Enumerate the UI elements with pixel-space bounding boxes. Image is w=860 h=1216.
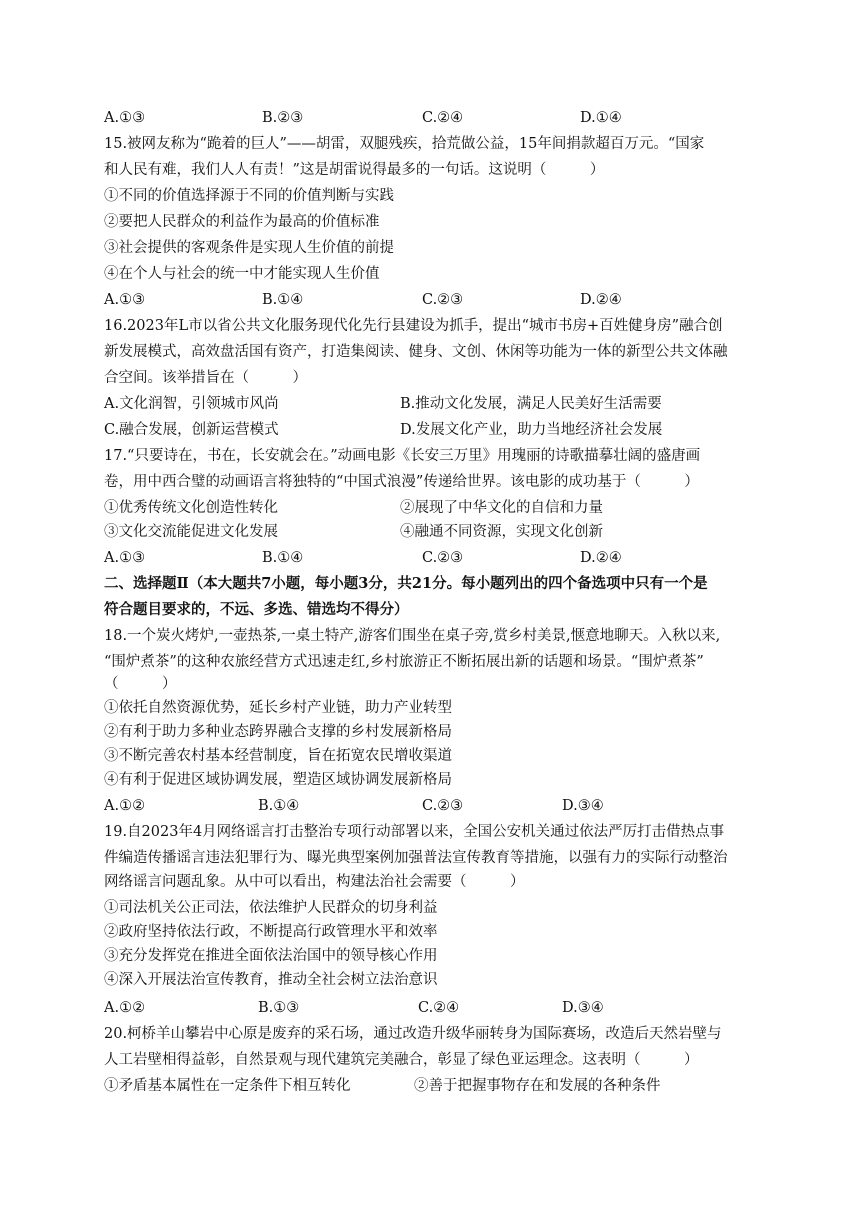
q15-option-b: B.①④ [262,292,304,308]
q16-option-d: D.发展文化产业，助力当地经济社会发展 [400,422,663,438]
q18-stem-line: “围炉煮茶”的这种农旅经营方式迅速走红,乡村旅游正不断拓展出新的话题和场景。“围炉煮茶” [104,654,704,670]
q19-stem-line: 19.自2023年4月网络谣言打击整治专项行动部署以来，全国公安机关通过依法严厉打击借热点事 [104,824,725,840]
q20-item: ①矛盾基本属性在一定条件下相互转化 [104,1078,351,1094]
q20-stem-line: 人工岩壁相得益彰，自然景观与现代建筑完美融合，彰显了绿色亚运理念。这表明（ ） [104,1052,699,1068]
q15-stem-line: 15.被网友称为“跪着的巨人”——胡雷，双腿残疾，拾荒做公益，15年间捐款超百万元。“国家 [104,136,705,152]
q17-stem-line: 17.“只要诗在，书在，长安就会在。”动画电影《长安三万里》用瑰丽的诗歌描摹壮阔的盛唐画 [104,448,701,464]
q18-option-a: A.①② [104,798,146,814]
q19-stem-line: 件编造传播谣言违法犯罪行为、曝光典型案例加强普法宣传教育等措施，以强有力的实际行动整治 [104,850,728,866]
q20-item: ②善于把握事物存在和发展的各种条件 [414,1078,661,1094]
q14-option-b: B.②③ [262,110,304,126]
q16-option-b: B.推动文化发展，满足人民美好生活需要 [400,396,662,412]
q18-option-d: D.③④ [562,798,604,814]
q16-option-a: A.文化润智，引领城市风尚 [104,396,279,412]
q16-stem-line: 新发展模式，高效盘活国有资产，打造集阅读、健身、文创、休闲等功能为一体的新型公共文体融 [104,344,728,360]
q17-stem-line: 卷，用中西合璧的动画语言将独特的“中国式浪漫”传递给世界。该电影的成功基于（ ） [104,474,699,490]
q16-option-c: C.融合发展，创新运营模式 [104,422,279,438]
q15-stem-line: 和人民有难，我们人人有责！”这是胡雷说得最多的一句话。这说明（ ） [104,162,605,178]
q15-item: ③社会提供的客观条件是实现人生价值的前提 [104,240,394,256]
q16-stem-line: 合空间。该举措旨在（ ） [104,370,307,386]
q14-option-d: D.①④ [580,110,622,126]
q17-option-a: A.①③ [104,550,146,566]
q18-item: ③不断完善农村基本经营制度，旨在拓宽农民增收渠道 [104,748,452,764]
q15-option-c: C.②③ [422,292,464,308]
q17-item: ③文化交流能促进文化发展 [104,524,278,540]
q17-item: ①优秀传统文化创造性转化 [104,500,278,516]
q15-item: ②要把人民群众的利益作为最高的价值标准 [104,214,380,230]
q14-option-c: C.②④ [422,110,464,126]
q17-item: ④融通不同资源，实现文化创新 [400,524,603,540]
q18-item: ①依托自然资源优势，延长乡村产业链，助力产业转型 [104,700,452,716]
q16-stem-line: 16.2023年L市以省公共文化服务现代化先行县建设为抓手，提出“城市书房+百姓健身房”融合创 [104,318,723,334]
q18-item: ④有利于促进区域协调发展，塑造区域协调发展新格局 [104,772,452,788]
section-heading: 二、选择题Ⅱ（本大题共7小题，每小题3分，共21分。每小题列出的四个备选项中只有一个是 [104,575,708,592]
q17-option-b: B.①④ [262,550,304,566]
q17-option-d: D.②④ [580,550,622,566]
q19-option-d: D.③④ [562,1000,604,1016]
q18-item: ②有利于助力多种业态跨界融合支撑的乡村发展新格局 [104,724,452,740]
q17-item: ②展现了中华文化的自信和力量 [400,500,603,516]
q19-item: ②政府坚持依法行政，不断提高行政管理水平和效率 [104,924,438,940]
q14-option-a: A.①③ [104,110,146,126]
q19-item: ④深入开展法治宣传教育，推动全社会树立法治意识 [104,972,438,988]
q15-option-a: A.①③ [104,292,146,308]
q19-item: ①司法机关公正司法，依法维护人民群众的切身利益 [104,900,438,916]
q15-option-d: D.②④ [580,292,622,308]
q15-item: ④在个人与社会的统一中才能实现人生价值 [104,266,380,282]
q17-option-c: C.②③ [422,550,464,566]
q18-option-b: B.①④ [258,798,300,814]
q18-stem-line: （ ） [104,676,177,692]
q20-stem-line: 20.柯桥羊山攀岩中心原是废弃的采石场，通过改造升级华丽转身为国际赛场，改造后天然岩壁与 [104,1026,722,1042]
q18-stem-line: 18.一个炭火烤炉,一壶热茶,一桌土特产,游客们围坐在桌子旁,赏乡村美景,惬意地聊天。入秋以来, [104,628,721,644]
q19-option-c: C.②④ [418,1000,460,1016]
q19-item: ③充分发挥党在推进全面依法治国中的领导核心作用 [104,948,438,964]
q19-option-b: B.①③ [258,1000,300,1016]
q18-option-c: C.②③ [422,798,464,814]
section-heading: 符合题目要求的，不远、多选、错选均不得分） [104,601,409,618]
q15-item: ①不同的价值选择源于不同的价值判断与实践 [104,188,394,204]
q19-stem-line: 网络谣言问题乱象。从中可以看出，构建法治社会需要（ ） [104,874,525,890]
q19-option-a: A.①② [104,1000,146,1016]
